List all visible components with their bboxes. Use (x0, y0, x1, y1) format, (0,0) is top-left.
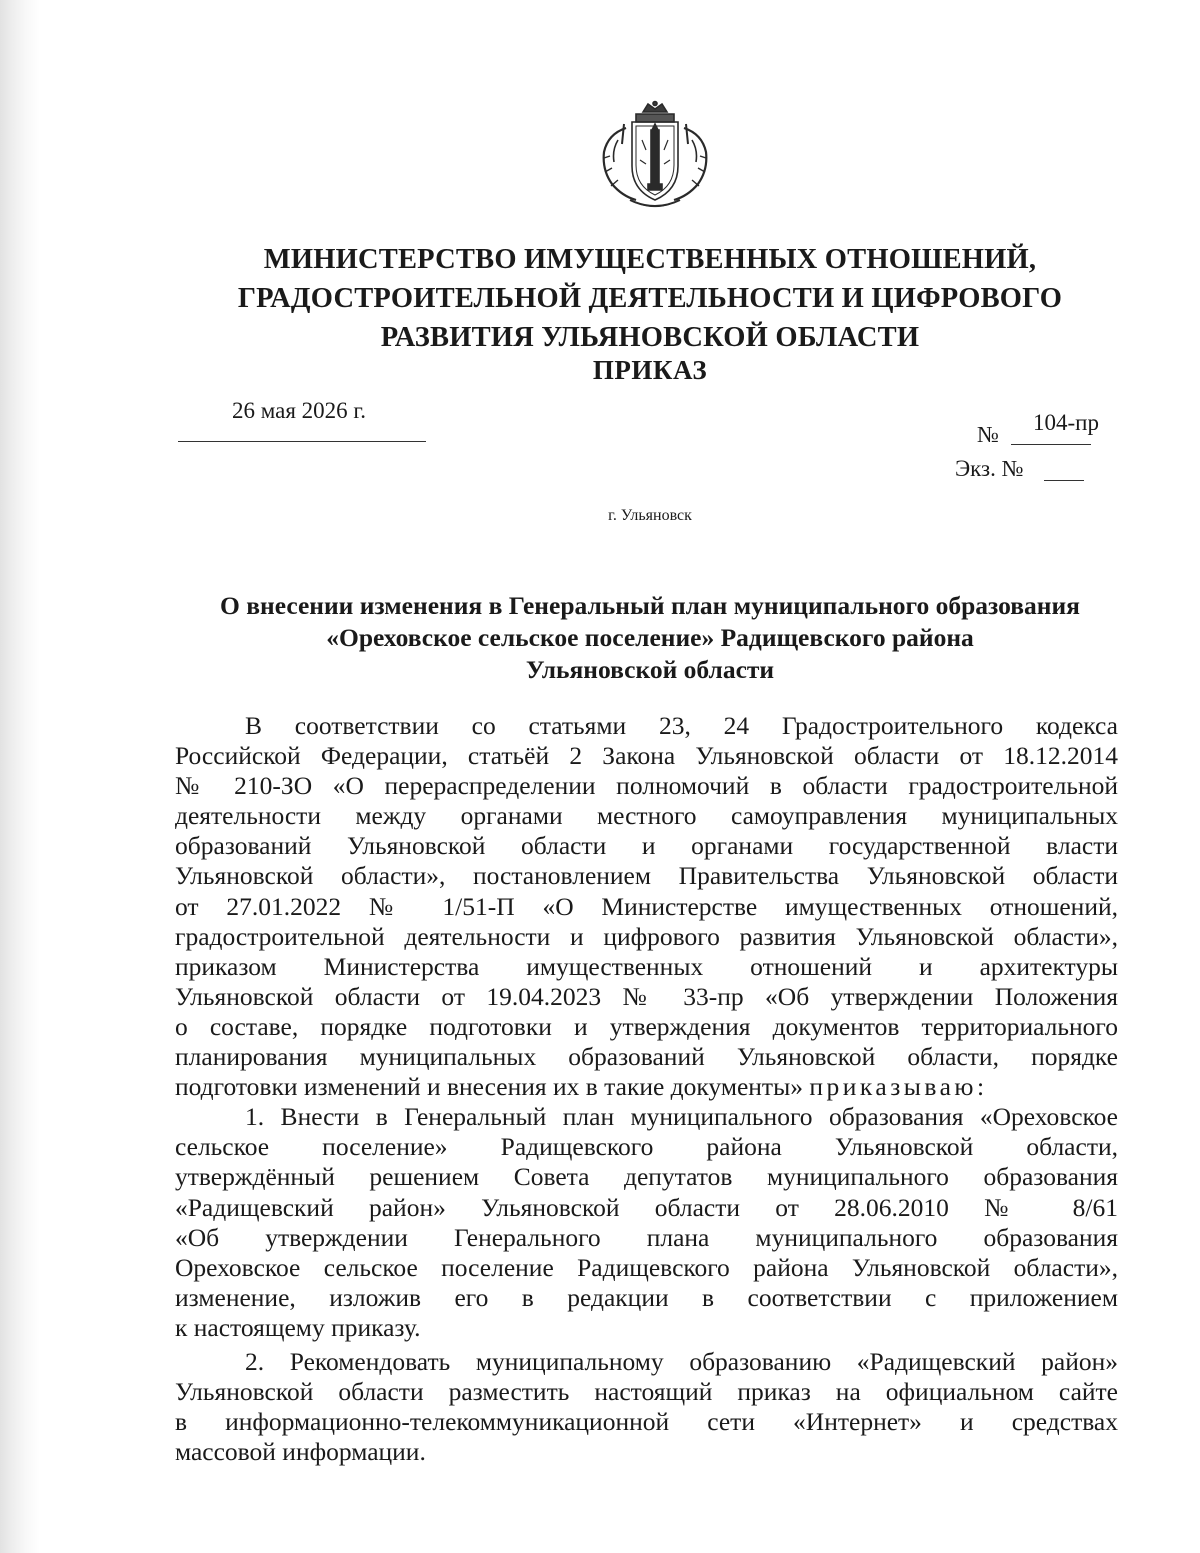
date-underline (178, 441, 426, 442)
number-underline (1011, 444, 1091, 445)
ministry-line: ГРАДОСТРОИТЕЛЬНОЙ ДЕЯТЕЛЬНОСТИ И ЦИФРОВОГО (237, 283, 1063, 314)
number-label: № (977, 422, 999, 447)
text-line: «Радищевский район» Ульяновской области от 28.06.2010 № 8/61 (175, 1192, 1118, 1222)
subject-line: О внесении изменения в Генеральный план муниципального образования (220, 591, 1080, 620)
document-type: ПРИКАЗ (592, 355, 708, 385)
text-line: образований Ульяновской области и органами государственной власти (175, 831, 1118, 861)
text-line: планирования муниципальных образований Ульяновской области, порядке (175, 1042, 1118, 1072)
copy-number-underline (1044, 480, 1084, 481)
ministry-line: РАЗВИТИЯ УЛЬЯНОВСКОЙ ОБЛАСТИ (380, 322, 920, 353)
text-line: массовой информации. (175, 1437, 426, 1467)
text-line: Российской Федерации, статьёй 2 Закона Ульяновской области от 18.12.2014 (175, 741, 1118, 771)
text-line: деятельности между органами местного самоуправления муниципальных (175, 801, 1118, 831)
text-line: о составе, порядке подготовки и утверждения документов территориального (175, 1011, 1118, 1041)
text-line: Ульяновской области», постановлением Правительства Ульяновской области (175, 861, 1118, 891)
text-line: к настоящему приказу. (175, 1312, 421, 1342)
order-verb: приказываю: (809, 1072, 988, 1102)
text-line: утверждённый решением Совета депутатов муниципального образования (175, 1162, 1118, 1192)
text-line: от 27.01.2022 № 1/51-П «О Министерстве имущественных отношений, (175, 891, 1118, 921)
preamble-paragraph (175, 711, 1118, 1102)
text-line: Ульяновской области от 19.04.2023 № 33-пр «Об утверждении Положения (175, 981, 1118, 1011)
item-1-paragraph (175, 1102, 1118, 1343)
text-line: В соответствии со статьями 23, 24 Градостроительного кодекса (245, 711, 1118, 740)
text-line: Ореховское сельское поселение Радищевского района Ульяновской области», (175, 1252, 1118, 1282)
subject-line: «Ореховское сельское поселение» Радищевского района (326, 623, 974, 652)
text-line: 1. Внести в Генеральный план муниципального образования «Ореховское (245, 1102, 1118, 1132)
text-line (175, 1072, 1118, 1102)
text-line: в информационно-телекоммуникационной сети «Интернет» и средствах (175, 1407, 1118, 1437)
text-line: градостроительной деятельности и цифрового развития Ульяновской области», (175, 921, 1118, 951)
text-line: 2. Рекомендовать муниципальному образованию «Радищевский район» (245, 1346, 1118, 1376)
order-body (175, 711, 1118, 1467)
order-subject (150, 590, 1150, 686)
preamble-closing-text: подготовки изменений и внесения их в такие документы» (175, 1072, 810, 1102)
text-line: «Об утверждении Генерального плана муниципального образования (175, 1222, 1118, 1252)
text-line: изменение, изложив его в редакции в соответствии с приложением (175, 1282, 1118, 1312)
text-line: приказом Министерства имущественных отношений и архитектуры (175, 951, 1118, 981)
copy-number-label: Экз. № (955, 456, 1024, 481)
text-line: № 210-ЗО «О перераспределении полномочий в области градостроительной (175, 771, 1118, 801)
coat-of-arms-icon (596, 100, 714, 210)
order-number: 104-пр (1033, 410, 1099, 435)
text-line: Ульяновской области разместить настоящий приказ на официальном сайте (175, 1377, 1118, 1407)
subject-line: Ульяновской области (525, 655, 775, 684)
text-line: сельское поселение» Радищевского района Ульяновской области, (175, 1132, 1118, 1162)
ministry-name (180, 240, 1120, 357)
scan-shadow (0, 0, 40, 1553)
ministry-line: МИНИСТЕРСТВО ИМУЩЕСТВЕННЫХ ОТНОШЕНИЙ, (263, 244, 1037, 275)
city: г. Ульяновск (608, 507, 692, 524)
order-date: 26 мая 2026 г. (232, 398, 367, 423)
item-2-paragraph (175, 1347, 1118, 1467)
